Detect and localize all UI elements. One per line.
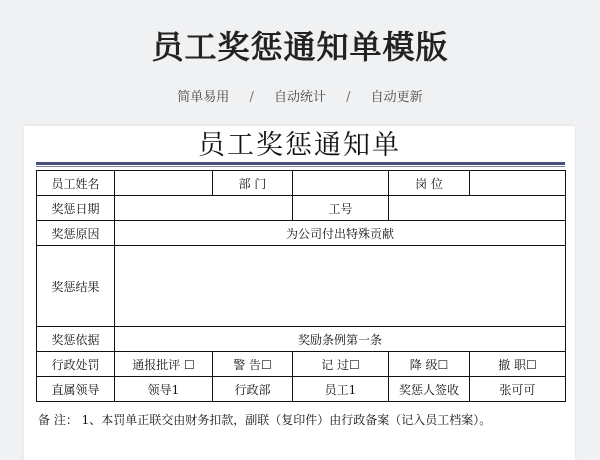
tag-easy: 简单易用 bbox=[177, 90, 230, 105]
option-dismissal[interactable]: 撤 职☐ bbox=[470, 352, 566, 377]
page-title: 员工奖惩通知单模版 bbox=[151, 28, 449, 66]
value-basis[interactable]: 奖励条例第一条 bbox=[115, 327, 566, 352]
feature-tags bbox=[0, 86, 600, 105]
label-dept: 部 门 bbox=[213, 171, 293, 196]
value-leader[interactable]: 领导1 bbox=[115, 377, 213, 402]
form-card bbox=[24, 126, 575, 460]
label-admin-dept: 行政部 bbox=[213, 377, 293, 402]
tag-auto-update: 自动更新 bbox=[370, 90, 423, 105]
value-position[interactable] bbox=[470, 171, 566, 196]
table-row bbox=[37, 171, 566, 196]
label-reason: 奖惩原因 bbox=[37, 221, 115, 246]
label-emp-no: 工号 bbox=[293, 196, 389, 221]
option-demerit[interactable]: 记 过☐ bbox=[293, 352, 389, 377]
value-date[interactable] bbox=[115, 196, 293, 221]
table-row bbox=[37, 327, 566, 352]
option-demotion[interactable]: 降 级☐ bbox=[389, 352, 470, 377]
tag-auto-stats: 自动统计 bbox=[273, 90, 326, 105]
reward-penalty-table bbox=[36, 170, 566, 402]
value-dept[interactable] bbox=[293, 171, 389, 196]
table-row bbox=[37, 352, 566, 377]
label-basis: 奖惩依据 bbox=[37, 327, 115, 352]
title-rule-thin bbox=[36, 166, 565, 167]
label-leader: 直属领导 bbox=[37, 377, 115, 402]
label-result: 奖惩结果 bbox=[37, 246, 115, 327]
table-row bbox=[37, 196, 566, 221]
table-row bbox=[37, 377, 566, 402]
value-reason[interactable]: 为公司付出特殊贡献 bbox=[115, 221, 566, 246]
option-notice-criticism[interactable]: 通报批评 ☐ bbox=[115, 352, 213, 377]
option-warning[interactable]: 警 告☐ bbox=[213, 352, 293, 377]
value-name[interactable] bbox=[115, 171, 213, 196]
tag-separator: / bbox=[346, 90, 351, 105]
label-name: 员工姓名 bbox=[37, 171, 115, 196]
table-row bbox=[37, 246, 566, 327]
form-title: 员工奖惩通知单 bbox=[198, 130, 401, 161]
label-date: 奖惩日期 bbox=[37, 196, 115, 221]
table-row bbox=[37, 221, 566, 246]
remarks-note: 备 注： 1、本罚单正联交由财务扣款，副联（复印件）由行政备案（记入员工档案）。 bbox=[38, 413, 492, 427]
label-admin-penalty: 行政处罚 bbox=[37, 352, 115, 377]
tag-separator: / bbox=[249, 90, 254, 105]
value-admin-dept[interactable]: 员工1 bbox=[293, 377, 389, 402]
label-signer: 奖惩人签收 bbox=[389, 377, 470, 402]
value-emp-no[interactable] bbox=[389, 196, 566, 221]
value-result[interactable] bbox=[115, 246, 566, 327]
title-rule-thick bbox=[36, 162, 565, 165]
value-signer[interactable]: 张可可 bbox=[470, 377, 566, 402]
label-position: 岗 位 bbox=[389, 171, 470, 196]
